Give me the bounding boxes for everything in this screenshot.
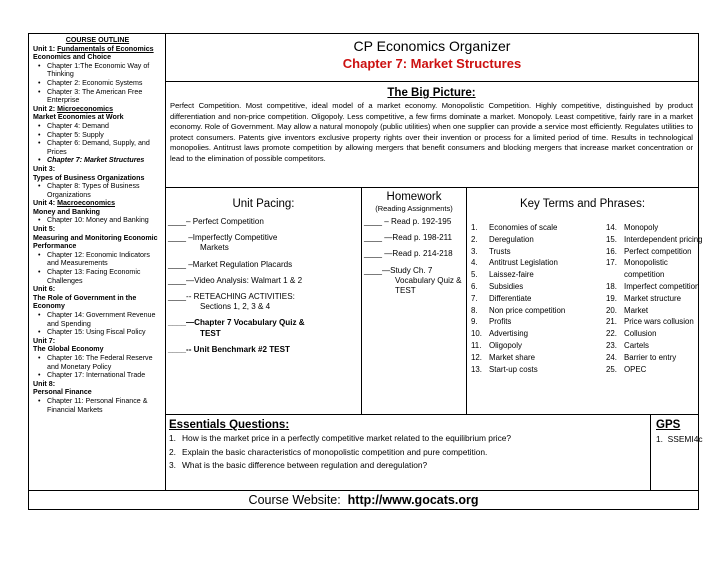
term-number: 5. [471,270,478,280]
term-item [471,316,565,328]
homework-blank: ____ [364,265,383,275]
chapter-title: Chapter 7: Market Structures [342,56,522,71]
term-item [471,364,565,376]
homework-subtitle: (Reading Assignments) [375,204,453,213]
term-item [471,234,565,246]
question-text: Explain the basic characteristics of monopolistic competition and pure competition. [182,446,488,457]
chapter-item: • Chapter 5: Supply [33,131,162,140]
course-website-link[interactable]: http://www.gocats.org [347,493,479,507]
chapter-item: • Chapter 15: Using Fiscal Policy [33,328,162,337]
term-item [606,340,703,352]
term-number: 12. [471,352,482,362]
term-text: Collusion [624,329,657,339]
term-number: 21. [606,317,617,327]
term-number: 11. [471,340,482,350]
gps-standard: SSEMI4c [667,434,703,444]
chapter-list [33,182,162,199]
homework-text-cont: Vocabulary Quiz & TEST [395,275,462,296]
term-number: 10. [471,329,482,339]
pacing-item [168,217,361,227]
term-text: Market share [489,352,536,362]
unit-subtitle: The Role of Government in the Economy [33,293,137,311]
pacing-text: —Video Analysis: Walmart 1 & 2 [186,275,303,285]
course-website-footer [29,490,698,509]
pacing-blank: ____ [168,233,187,243]
term-number: 14. [606,223,617,232]
term-number: 9. [471,317,478,327]
chapter-item: • Chapter 14: Government Revenue and Spending [33,311,162,328]
unit-subtitle: Market Economies at Work [33,113,124,122]
gps-item [656,432,703,446]
term-number: 13. [471,364,482,374]
term-number: 24. [606,352,617,362]
term-item [471,340,565,352]
term-text: Start-up costs [489,364,538,374]
homework-blank: ____ [364,217,383,226]
homework-item [364,249,466,259]
term-item [606,364,703,376]
big-picture-section [166,82,698,188]
unit-heading [33,199,162,208]
term-number: 25. [606,364,617,374]
essential-question [169,432,646,446]
question-number: 1. [169,433,176,443]
homework-list [362,217,466,296]
pacing-text-cont: Markets [200,243,229,253]
term-item [606,281,703,293]
term-text: Laissez-faire [489,270,534,280]
term-item [471,305,565,317]
homework-text: —Read p. 198-211 [382,233,453,243]
term-item [471,293,565,305]
pacing-text: -- Unit Benchmark #2 TEST [186,344,290,354]
unit-label: Unit 1: [33,44,56,53]
homework-text: —Study Ch. 7 [382,265,433,275]
term-text: Economies of scale [489,223,558,232]
course-outline-sidebar [29,34,166,490]
question-number: 2. [169,446,176,457]
term-item [606,222,703,234]
term-number: 3. [471,246,478,256]
term-item [606,246,703,258]
page-header [166,34,698,82]
unit-pacing-section [166,188,362,415]
term-text-cont: competition [624,270,665,280]
term-number: 8. [471,305,478,315]
pacing-blank: ____ [168,259,187,269]
term-text: Deregulation [489,234,534,244]
key-terms-title: Key Terms and Phrases: [519,198,646,210]
pacing-blank: ____ [168,275,187,285]
chapter-item: • Chapter 2: Economic Systems [33,79,162,88]
term-text: Trusts [489,246,511,256]
pacing-text: –Market Regulation Placards [186,259,293,269]
big-picture-text: Perfect Competition. Most competitive, ideal model of a market economy. Monopolistic Competition. Highly competitive, distinguished by product differentiation and non-price competition. Oligopoly. Less competitive, a few firms dominate a market. Monopoly. Least competitive, fairly rare in a market economy. Role of Government. May allow a natural monopoly (public utilities) when one supplier can provide a service most efficiently. Regulates utilities to protect consumers. Patents give inventors exclusive property rights over their invention or process for a limited period of time. Results in technological monopolies. Antitrust laws promote competition by allowing mergers that benefit consumers and blocking mergers that increase market concentration or lead to the elimination of possible competitors. [170,101,693,163]
gps-title: GPS [656,419,681,431]
chapter-item: • Chapter 17: International Trade [33,371,162,380]
chapter-list [33,251,162,285]
term-number: 22. [606,329,617,339]
unit-pacing-title: Unit Pacing: [232,198,295,210]
question-text: How is the market price in a perfectly competitive market related to the equilibrium price? [182,433,512,443]
question-number: 3. [169,460,176,470]
unit-subtitle: Types of Business Organizations [33,173,145,182]
term-item [471,281,565,293]
chapter-item: • Chapter 3: The American Free Enterprise [33,88,162,105]
chapter-item-current: • Chapter 7: Market Structures [33,156,162,165]
page-title: CP Economics Organizer [353,38,511,54]
essential-questions-section [166,415,651,490]
chapter-list [33,311,162,337]
term-number: 23. [606,340,617,350]
term-text: OPEC [624,364,647,374]
term-text: Market structure [624,293,682,303]
unit-heading: Unit 6: [33,285,56,294]
term-item [471,328,565,340]
chapter-item: • Chapter 12: Economic Indicators and Measurements [33,251,162,268]
chapter-item: • Chapter 4: Demand [33,122,162,131]
term-number: 1. [471,223,478,232]
unit-name: Fundamentals of Economics [57,44,154,53]
key-terms-right-column [606,222,703,375]
term-text: Barrier to entry [624,352,677,362]
chapter-item: • Chapter 11: Personal Finance & Financial Markets [33,397,162,414]
unit-heading: Unit 7: [33,336,56,345]
chapter-item: • Chapter 1:The Economic Way of Thinking [33,62,162,79]
pacing-text-cont: TEST [200,328,221,338]
term-number: 15. [606,234,617,244]
term-item [606,328,703,340]
chapter-item: • Chapter 10: Money and Banking [33,216,162,225]
term-text: Profits [489,317,512,327]
unit-heading [33,45,162,54]
term-item [606,234,703,246]
term-number: 7. [471,293,478,303]
pacing-blank: ____ [168,292,187,302]
term-item [606,305,703,317]
term-text: Monopoly [624,223,659,232]
pacing-item [168,345,361,355]
chapter-list [33,62,162,105]
term-text: Perfect competition [624,246,692,256]
term-item [606,352,703,364]
term-text: Interdependent pricing [624,234,703,244]
essential-question [169,459,646,473]
pacing-item [168,260,361,270]
pacing-item [168,233,361,253]
term-text: Advertising [489,329,529,339]
term-text: Oligopoly [489,340,522,350]
homework-blank: ____ [364,233,383,243]
homework-item [364,266,466,297]
pacing-text-cont: Sections 1, 2, 3 & 4 [200,302,271,312]
term-text: Imperfect competition [624,281,700,291]
pacing-blank: ____ [168,217,187,226]
unit-subtitle: Money and Banking [33,207,101,216]
homework-item [364,217,466,227]
term-item [471,257,565,269]
term-number: 18. [606,281,617,291]
homework-title: Homework [386,191,442,203]
unit-heading: Unit 5: [33,225,56,234]
chapter-list [33,122,162,165]
big-picture-title: The Big Picture: [387,87,476,99]
course-outline-title: COURSE OUTLINE [65,36,130,44]
homework-item [364,233,466,243]
pacing-text: —Chapter 7 Vocabulary Quiz & [186,318,305,328]
term-text: Cartels [624,340,649,350]
homework-section [362,188,467,415]
gps-section [651,415,703,490]
unit-subtitle: Economics and Choice [33,53,112,62]
term-number: 4. [471,258,478,268]
chapter-item: • Chapter 6: Demand, Supply, and Prices [33,139,162,156]
pacing-blank: ____ [168,318,187,328]
chapter-item: • Chapter 8: Types of Business Organizations [33,182,162,199]
term-number: 16. [606,246,617,256]
term-text: Differentiate [489,293,532,303]
pacing-blank: ____ [168,344,187,354]
term-text: Subsidies [489,281,524,291]
term-number: 17. [606,258,617,268]
term-text: Market [624,305,649,315]
term-number: 20. [606,305,617,315]
term-item [606,316,703,328]
term-text: Non price competition [489,305,566,315]
unit-heading: Unit 8: [33,379,56,388]
term-item [606,257,703,281]
unit-heading: Unit 3: [33,164,56,173]
pacing-list [166,217,361,355]
chapter-list [33,397,162,414]
unit-heading [33,105,162,114]
homework-text: —Read p. 214-218 [382,249,453,259]
homework-blank: ____ [364,249,383,259]
term-item [471,222,565,234]
organizer-frame [28,33,703,510]
unit-name: Microeconomics [57,104,114,113]
essential-question [169,446,646,460]
term-text: Monopolistic [624,258,668,268]
pacing-text: -- RETEACHING ACTIVITIES: [186,292,295,302]
term-item [471,246,565,258]
chapter-item: • Chapter 13: Facing Economic Challenges [33,268,162,285]
term-item [606,293,703,305]
gps-number: 1. [656,434,663,444]
footer-label: Course Website: [248,493,341,507]
chapter-item: • Chapter 16: The Federal Reserve and Monetary Policy [33,354,162,371]
term-number: 6. [471,281,478,291]
unit-name: Macroeconomics [57,199,116,208]
pacing-item [168,292,361,312]
term-item [471,269,565,281]
unit-label: Unit 4: [33,199,56,208]
pacing-item [168,318,361,338]
term-item [471,352,565,364]
pacing-text: –Imperfectly Competitive [186,233,278,243]
question-text: What is the basic difference between regulation and deregulation? [182,460,428,470]
key-terms-left-column [471,222,565,375]
unit-subtitle: Personal Finance [33,388,92,397]
pacing-item [168,276,361,286]
homework-text: – Read p. 192-195 [382,217,452,226]
unit-subtitle: Measuring and Monitoring Economic Performance [33,233,158,251]
unit-label: Unit 2: [33,104,56,113]
unit-subtitle: The Global Economy [33,345,104,354]
essential-questions-title: Essentials Questions: [169,419,290,431]
term-number: 19. [606,293,617,303]
chapter-list [33,354,162,380]
term-number: 2. [471,234,478,244]
term-text: Price wars collusion [624,317,694,327]
chapter-list [33,216,162,225]
term-text: Antitrust Legislation [489,258,558,268]
pacing-text: – Perfect Competition [186,217,264,226]
key-terms-section [467,188,703,415]
